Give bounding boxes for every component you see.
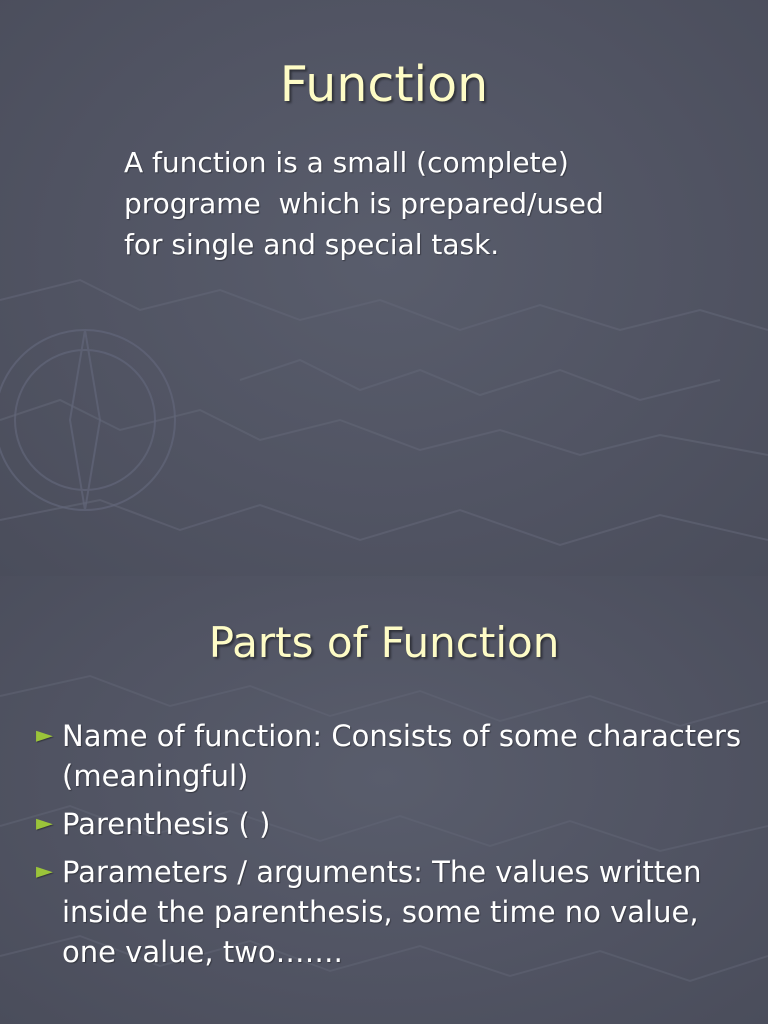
triangle-bullet-icon: ► <box>36 723 53 748</box>
bullet-text: Parameters / arguments: The values written inside the parenthesis, some time no value, one value, two……. <box>62 855 702 969</box>
slide-title: Function <box>279 56 489 113</box>
bullet-text: Name of function: Consists of some characters (meaningful) <box>62 719 742 793</box>
function-definition <box>124 142 684 265</box>
list-item <box>36 716 756 796</box>
triangle-bullet-icon: ► <box>36 859 53 884</box>
list-item <box>36 804 756 844</box>
compass-icon <box>0 330 175 510</box>
list-item <box>36 852 756 972</box>
parts-list <box>36 716 756 980</box>
bullet-text: Parenthesis ( ) <box>62 807 271 841</box>
triangle-bullet-icon: ► <box>36 811 53 836</box>
definition-line: A function is a small (complete) <box>124 146 569 179</box>
definition-line: for single and special task. <box>124 228 500 261</box>
definition-line: programe which is prepared/used <box>124 187 604 220</box>
slide-title: Parts of Function <box>208 618 560 667</box>
slide-parts-of-function <box>0 576 768 1024</box>
